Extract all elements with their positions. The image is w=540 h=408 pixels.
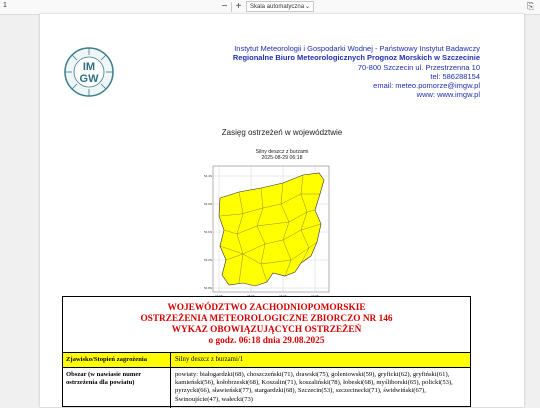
imgw-logo — [63, 46, 115, 98]
warnings-table — [62, 296, 471, 407]
pdf-toolbar — [0, 0, 540, 15]
logo-text-bottom: GW — [79, 73, 99, 85]
map-subtitle: Silny deszcz z burzami — [255, 149, 309, 155]
warnings-heading — [63, 297, 470, 352]
document-properties-icon[interactable]: ⎘ — [527, 1, 535, 11]
phenomenon-value: Silny deszcz z burzami/1 — [175, 356, 244, 363]
logo-text-top: IM — [82, 61, 96, 73]
zoom-in-button[interactable]: + — [235, 1, 242, 12]
pdf-page — [40, 14, 524, 407]
map-ytick: 53.2N — [203, 258, 212, 262]
zoom-select-value: Skala automatyczna — [250, 4, 305, 10]
header-bureau: Regionalne Biuro Meteorologicznych Prognoz Morskich w Szczecinie — [232, 53, 480, 63]
zoom-out-button[interactable]: − — [221, 1, 228, 12]
table-row — [63, 368, 470, 408]
map-datetime: 2025-08-29 06:18 — [261, 155, 303, 161]
chevron-down-icon: ⌄ — [304, 4, 310, 10]
header-address: 70-800 Szczecin ul. Przestrzenna 10 — [357, 62, 480, 72]
heading-list: WYKAZ OBOWIĄZUJĄCYCH OSTRZEŻEŃ — [171, 325, 362, 335]
institution-header — [233, 44, 480, 100]
map-xtick: 17.0E — [311, 294, 319, 298]
zoom-select[interactable] — [246, 1, 314, 12]
map-xtick: 14.0E — [215, 294, 223, 298]
heading-warnings-number: OSTRZEŻENIA METEOROLOGICZNE ZBIORCZO NR 146 — [140, 314, 393, 324]
map-ytick: 54.4N — [203, 174, 212, 178]
area-label-bold: Obszar — [66, 371, 87, 378]
map-xtick: 16.0E — [279, 294, 287, 298]
header-email[interactable]: email: meteo.pomorze@imgw.pl — [373, 81, 480, 91]
page-number[interactable]: 1 — [3, 2, 7, 9]
header-website[interactable]: www: www.imgw.pl — [416, 90, 480, 100]
warning-map — [203, 164, 333, 299]
map-title: Zasięg ostrzeżeń w województwie — [221, 128, 343, 137]
map-ytick: 53.6N — [203, 230, 212, 234]
area-value: powiaty: białogardzki(68), choszczeński(71), drawski(75), goleniowski(59), gryficki(62), gryfiński(61), kamieński(56), kołobrzeski(68), Koszalin(71), koszaliński(78), łobeski(68), myśliborski(65), policki(53), pyrzycki(66), sławieński(77), stargardzki(68), Szczecin(53), szczecinecki(71), świdwiński(67), Świnoujście(47), wałecki(73) — [175, 371, 453, 403]
toolbar-separator — [231, 2, 232, 12]
map-ytick: 52.8N — [203, 286, 212, 290]
phenomenon-label: Zjawisko/Stopień zagrożenia — [63, 353, 171, 367]
map-ytick: 54.0N — [203, 202, 212, 206]
area-label-rest: (w nawiasie numer ostrzeżenia dla powiatu) — [66, 371, 142, 386]
area-label — [63, 368, 171, 408]
table-row — [63, 352, 470, 368]
map-xtick: 15.0E — [247, 294, 255, 298]
header-institute: Instytut Meteorologii i Gospodarki Wodnej - Państwowy Instytut Badawczy — [234, 44, 480, 53]
heading-voivodeship: WOJEWÓDZTWO ZACHODNIOPOMORSKIE — [167, 303, 366, 313]
header-phone: tel: 586288154 — [430, 71, 480, 81]
heading-time: o godz. 06:18 dnia 29.08.2025 — [208, 336, 325, 346]
